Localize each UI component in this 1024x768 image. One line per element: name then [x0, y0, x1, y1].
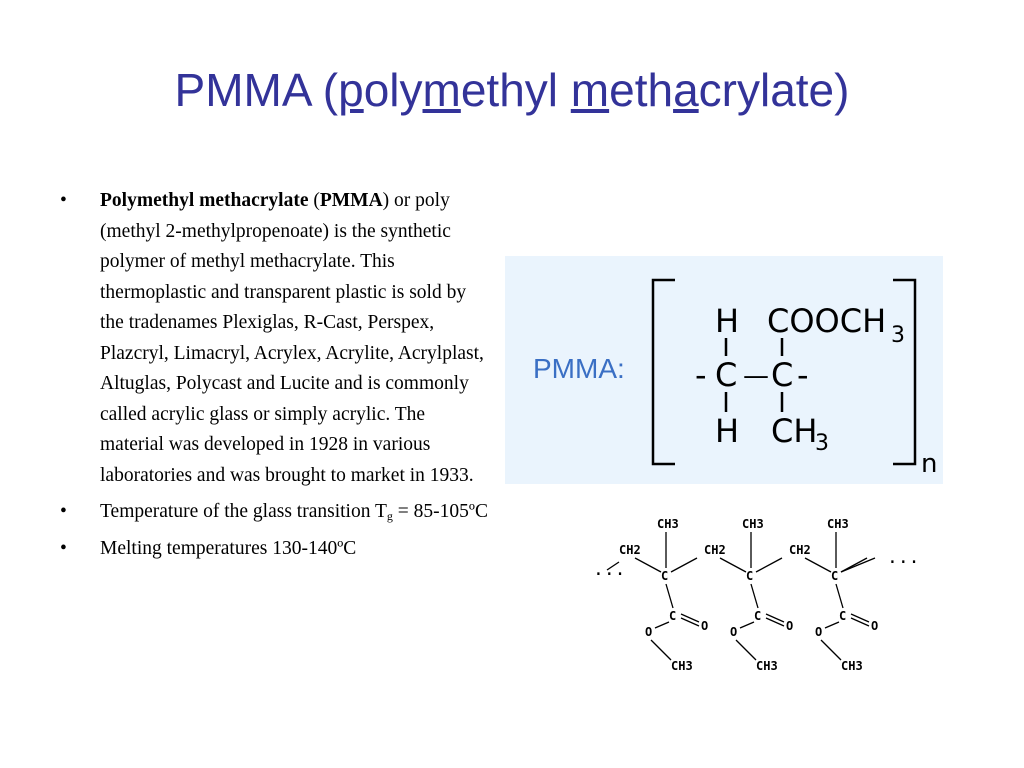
hydrogen-top: H	[715, 302, 740, 340]
methoxy-methyl-2: CH3	[756, 659, 778, 673]
bond-o-methyl-1	[651, 640, 671, 660]
ellipsis-right: ···	[887, 552, 920, 573]
dash-left: -	[695, 356, 707, 394]
carbonyl-oxygen-2: O	[786, 619, 794, 633]
methyl-subscript: 3	[815, 431, 829, 456]
bullet-glass-transition: • Temperature of the glass transition $T_g$ = 85-105ºC	[60, 497, 490, 528]
methyl-group: CH	[771, 412, 818, 450]
bond-c-ester-2	[751, 584, 758, 608]
hydrogen-bottom: H	[715, 412, 740, 450]
bond-o-methyl-2	[736, 640, 756, 660]
bond-methylene-c-3	[805, 558, 831, 572]
bond-ester-o-2	[740, 622, 754, 628]
methylene-3: CH2	[789, 543, 811, 557]
pmma-label: PMMA:	[533, 353, 625, 384]
bond-carbonyl-a-1	[681, 614, 699, 622]
ester-carbon-3: C	[839, 609, 847, 623]
bond-c-ester-3	[836, 584, 843, 608]
bond-c-next-methylene-2	[756, 558, 782, 572]
slide-title: PMMA (polymethyl methacrylate)	[174, 64, 850, 116]
carbon-bond: —	[743, 361, 769, 391]
quaternary-carbon-3: C	[831, 569, 839, 583]
methylene-2: CH2	[704, 543, 726, 557]
methyl-top-2: CH3	[742, 517, 764, 531]
methyl-top-3: CH3	[827, 517, 849, 531]
carbonyl-oxygen-1: O	[701, 619, 709, 633]
bullet-melting-temperature: • Melting temperatures 130-140ºC	[60, 534, 490, 565]
bond-methylene-c-1	[635, 558, 661, 572]
bond-carbonyl-a-3	[851, 614, 869, 622]
carbon-2: C	[771, 356, 794, 394]
ester-oxygen-3: O	[815, 625, 823, 639]
bond-c-ester-1	[666, 584, 673, 608]
ester-oxygen-1: O	[645, 625, 653, 639]
bullet-pmma-description: • Polymethyl methacrylate (PMMA) or poly (methyl 2-methylpropenoate) is the synthetic polymer of methyl methacrylate. This thermoplastic and transparent plastic is sold by the tradenames Plexiglas, R-Cast, Perspex, Plazcryl, Limacryl, Acrylex, Acrylite, Acrylplast, Altuglas, Polycast and Lucite and is commonly called acrylic glass or simply acrylic. The material was developed in 1928 in various laboratories and was brought to market in 1933.	[60, 186, 490, 491]
quaternary-carbon-1: C	[661, 569, 669, 583]
methyl-top-1: CH3	[657, 517, 679, 531]
bond-carbonyl-a-2	[766, 614, 784, 622]
cooch-group: COOCH	[767, 302, 887, 340]
bond-ester-o-1	[655, 622, 669, 628]
ester-carbon-2: C	[754, 609, 762, 623]
carbon-1: C	[715, 356, 738, 394]
dash-right: -	[797, 356, 809, 394]
cooch-subscript: 3	[891, 323, 905, 348]
quaternary-carbon-2: C	[746, 569, 754, 583]
bond-chain-end	[841, 558, 875, 572]
bond-ester-o-3	[825, 622, 839, 628]
repeat-n: n	[921, 449, 938, 479]
bullet-list	[60, 186, 490, 570]
bond-carbonyl-b-2	[766, 618, 784, 626]
carbonyl-oxygen-3: O	[871, 619, 879, 633]
bond-methylene-c-2	[720, 558, 746, 572]
methoxy-methyl-1: CH3	[671, 659, 693, 673]
bond-carbonyl-b-3	[851, 618, 869, 626]
methoxy-methyl-3: CH3	[841, 659, 863, 673]
pmma-chain-figure	[585, 508, 920, 678]
bond-carbonyl-b-1	[681, 618, 699, 626]
methylene-1: CH2	[619, 543, 641, 557]
ellipsis-left: ···	[593, 564, 626, 585]
ester-carbon-1: C	[669, 609, 677, 623]
ester-oxygen-2: O	[730, 625, 738, 639]
bond-c-next-methylene-1	[671, 558, 697, 572]
pmma-repeat-unit-figure	[505, 256, 943, 484]
bond-o-methyl-3	[821, 640, 841, 660]
